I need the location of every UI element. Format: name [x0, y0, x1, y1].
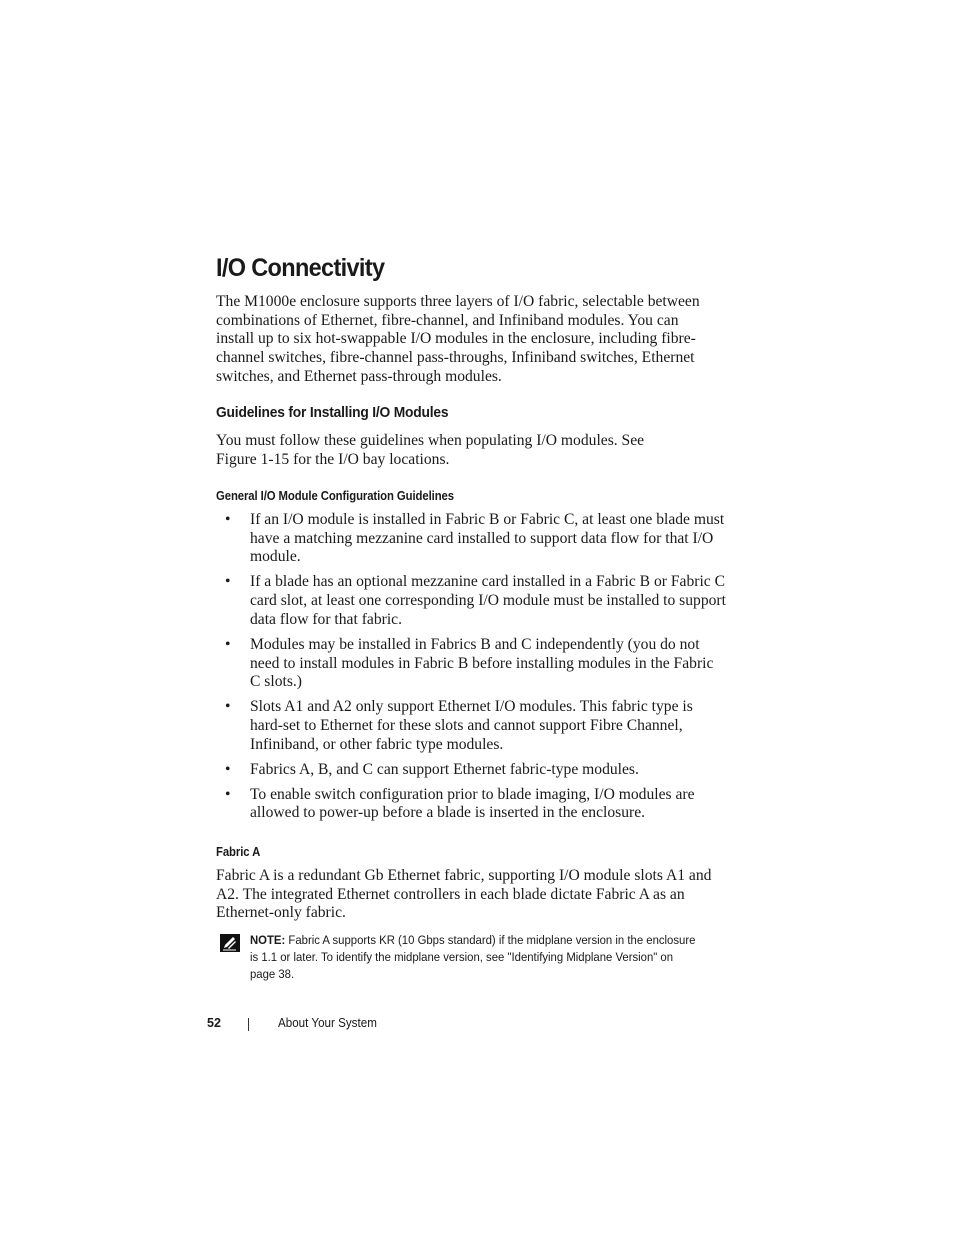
- intro-paragraph: The M1000e enclosure supports three layers of I/O fabric, selectable between combinations of Ethernet, fibre-channel, and Infiniband modules. You can install up to six hot-swappable I/O modules in the enclosure, including fibre-channel switches, fibre-channel pass-throughs, Infiniband switches, Ethernet switches, and Ethernet pass-through modules.: [216, 293, 700, 385]
- footer-separator: [248, 1018, 249, 1031]
- bullet-marker: •: [225, 698, 231, 716]
- list-item: [216, 511, 726, 567]
- fabric-a-heading: Fabric A: [216, 845, 261, 859]
- footer-chapter-title: About Your System: [278, 1016, 377, 1030]
- guidelines-heading: Guidelines for Installing I/O Modules: [216, 404, 449, 421]
- list-item: [216, 636, 726, 692]
- note-text: [250, 932, 696, 983]
- pencil-note-icon: [220, 934, 240, 952]
- bullet-marker: •: [225, 785, 231, 803]
- page-number: 52: [207, 1016, 221, 1030]
- bullet-marker: •: [225, 511, 231, 528]
- list-item-text: If an I/O module is installed in Fabric B or Fabric C, at least one blade must have a matching mezzanine card installed to support data flow for that I/O module.: [250, 511, 725, 566]
- general-guidelines-heading: General I/O Module Configuration Guidelines: [216, 489, 454, 503]
- list-item-text: To enable switch configuration prior to blade imaging, I/O modules are allowed to power-up before a blade is inserted in the enclosure.: [250, 785, 695, 822]
- list-item-text: Fabrics A, B, and C can support Ethernet fabric-type modules.: [250, 760, 639, 778]
- list-item-text: Modules may be installed in Fabrics B and C independently (you do not need to install modules in Fabric B before installing modules in the Fabric C slots.): [250, 635, 714, 691]
- bullet-marker: •: [225, 635, 231, 653]
- list-item: [216, 698, 726, 754]
- list-item: [216, 573, 726, 629]
- bullet-marker: •: [225, 573, 231, 591]
- guidelines-list: [216, 511, 726, 829]
- section-title: I/O Connectivity: [216, 254, 385, 282]
- list-item: [216, 786, 726, 823]
- list-item-text: If a blade has an optional mezzanine card installed in a Fabric B or Fabric C card slot, at least one corresponding I/O module must be installed to support data flow for that fabric.: [250, 573, 726, 628]
- note-label: NOTE:: [250, 933, 286, 947]
- fabric-a-paragraph: Fabric A is a redundant Gb Ethernet fabric, supporting I/O module slots A1 and A2. The integrated Ethernet controllers in each blade dictate Fabric A as an Ethernet-only fabric.: [216, 867, 712, 922]
- page-footer: [207, 1016, 507, 1034]
- list-item-text: Slots A1 and A2 only support Ethernet I/O modules. This fabric type is hard-set to Ethernet for these slots and cannot support Fibre Channel, Infiniband, or other fabric type modules.: [250, 698, 693, 753]
- guidelines-intro: You must follow these guidelines when populating I/O modules. See Figure 1-15 for the I/O bay locations.: [216, 432, 645, 468]
- bullet-marker: •: [225, 760, 231, 778]
- list-item: [216, 761, 726, 780]
- note-body: Fabric A supports KR (10 Gbps standard) if the midplane version in the enclosure is 1.1 or later. To identify the midplane version, see "Identifying Midplane Version" on page 38.: [250, 933, 696, 981]
